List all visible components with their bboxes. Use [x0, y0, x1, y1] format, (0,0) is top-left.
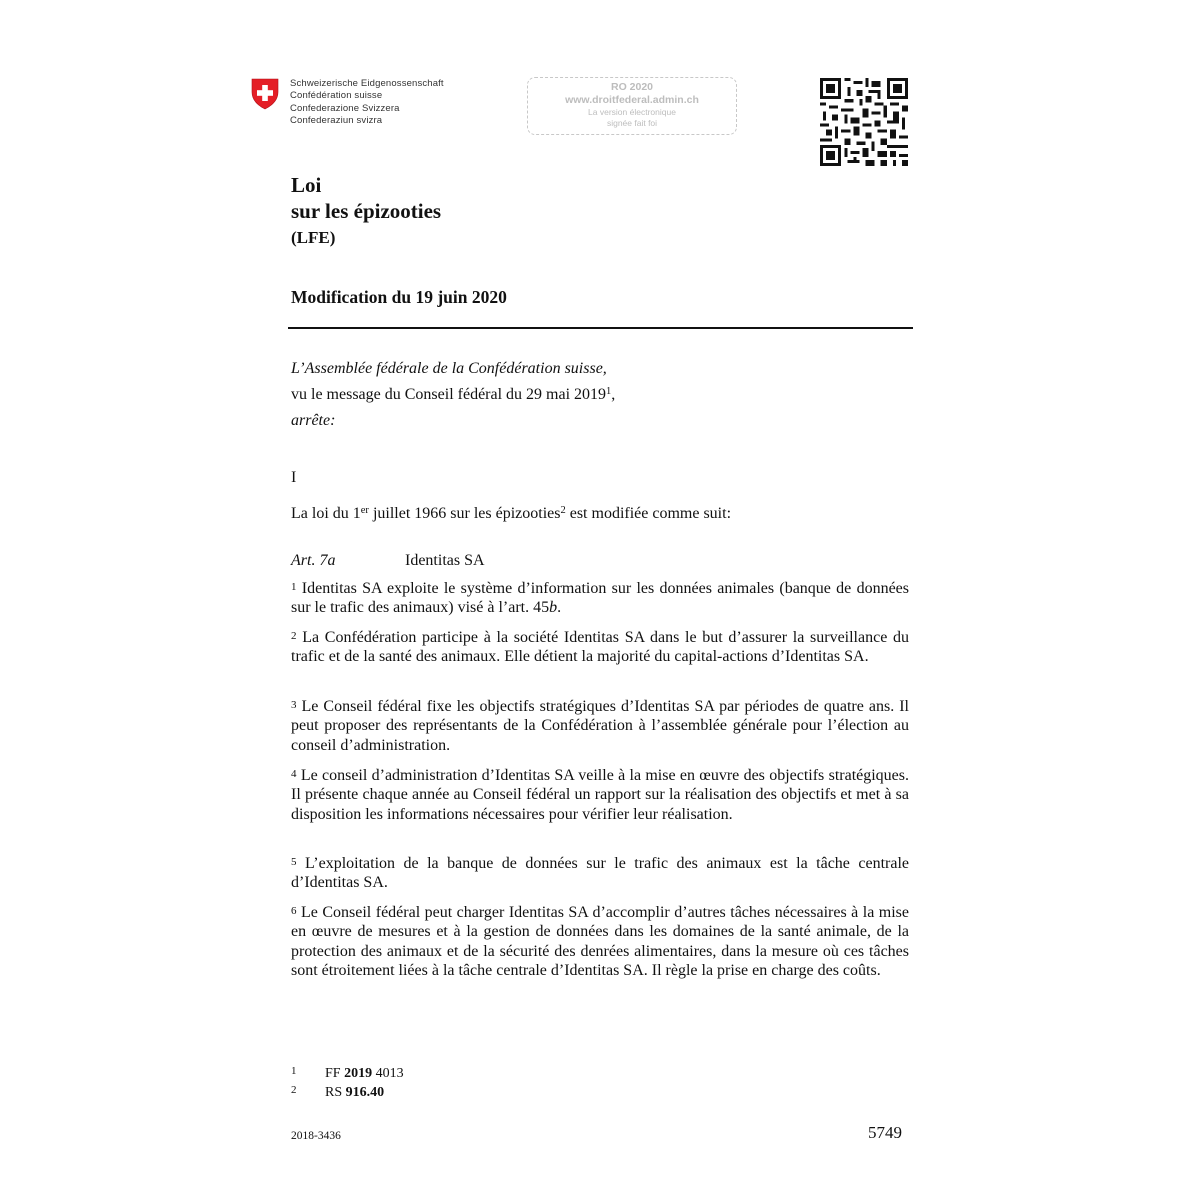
article-number: Art. 7a — [291, 552, 336, 569]
paragraph-text: La Confédération participe à la société Identitas SA dans le but d’assurer la surveillance du trafic et de la santé des animaux. Elle détient la majorité du capital-actions d’Identitas SA. — [291, 629, 910, 666]
footnote-1 — [291, 1063, 404, 1082]
preamble-assembly: L’Assemblée fédérale de la Confédération suisse, — [291, 360, 607, 377]
page-number: 5749 — [868, 1123, 902, 1142]
law-title — [291, 172, 441, 252]
footnote-prefix: FF — [325, 1066, 345, 1081]
paragraph-number: 1 — [291, 581, 297, 593]
footnote-2 — [291, 1082, 404, 1101]
footnote-ref-1[interactable]: 1 — [606, 386, 612, 397]
footnote-prefix: RS — [325, 1085, 346, 1100]
swiss-coat-of-arms-icon — [251, 78, 279, 110]
confederation-names — [290, 78, 444, 127]
section-numeral: I — [291, 469, 297, 486]
document-reference: 2018-3436 — [291, 1130, 341, 1142]
article-paragraph-4 — [291, 766, 909, 824]
confederation-line-fr: Confédération suisse — [290, 90, 383, 102]
paragraph-number: 6 — [291, 905, 297, 917]
article-paragraph-5 — [291, 854, 909, 893]
preamble-decree: arrête: — [291, 412, 336, 429]
footnote-year: 2019 — [344, 1066, 373, 1081]
preamble-message-text: vu le message du Conseil fédéral du 29 mai 2019 — [291, 386, 607, 403]
paragraph-number: 5 — [291, 856, 297, 868]
preamble-message — [291, 385, 615, 405]
paragraph-text: Le conseil d’administration d’Identitas SA veille à la mise en œuvre des objectifs stratégiques. Il présente chaque année au Conseil fédéral un rapport sur la réalisation des objectifs et met à sa disposition les informations nécessaires pour vérifier leur réalisation. — [291, 767, 910, 823]
paragraph-tail: . — [557, 599, 562, 617]
article-paragraph-3 — [291, 697, 909, 755]
preamble-message-end: , — [611, 386, 616, 403]
article-paragraph-6 — [291, 903, 909, 980]
section-intro-a: La loi du 1 — [291, 505, 361, 522]
footnote-number: 1 — [291, 1065, 297, 1077]
ro-stamp — [527, 77, 737, 135]
footnotes — [291, 1063, 404, 1101]
footnote-suffix: 4013 — [372, 1066, 404, 1081]
section-intro-c: est modifiée comme suit: — [565, 505, 732, 522]
paragraph-emphasis: b — [549, 599, 558, 617]
confederation-line-de: Schweizerische Eidgenossenschaft — [290, 78, 444, 89]
confederation-line-rm: Confederaziun svizra — [290, 114, 383, 126]
modification-date: Modification du 19 juin 2020 — [291, 287, 507, 307]
paragraph-text: Le Conseil fédéral fixe les objectifs stratégiques d’Identitas SA par périodes de quatre ans. Il peut proposer des représentants de la Confédération à l’assemblée générale pour l’élection au conseil d’administration. — [291, 698, 910, 754]
title-line-1: Loi — [291, 173, 322, 197]
paragraph-text: Identitas SA exploite le système d’information sur les données animales (banque de données sur le trafic des animaux) visé à l’art. 45 — [291, 580, 909, 617]
section-intro-b: juillet 1966 sur les épizooties — [368, 505, 561, 522]
title-line-2: sur les épizooties — [291, 199, 442, 223]
stamp-website[interactable]: www.droitfederal.admin.ch — [565, 94, 699, 106]
stamp-note-1: La version électronique — [588, 107, 676, 117]
paragraph-number: 3 — [291, 699, 297, 711]
stamp-note-2: signée fait foi — [606, 118, 658, 128]
paragraph-text: Le Conseil fédéral peut charger Identitas SA d’accomplir d’autres tâches nécessaires à la mise en œuvre de mesures et à la gestion de données dans les domaines de la santé animale, de la protection des animaux et de la sécurité des denrées alimentaires, dans la mesure où ces tâches sont étroitement liées à la tâche centrale d’Identitas SA. Il règle la prise en charge des coûts. — [291, 904, 910, 979]
footnote-rs-number: 916.40 — [345, 1085, 385, 1100]
qr-code-icon[interactable] — [820, 78, 908, 166]
paragraph-text: L’exploitation de la banque de données sur le trafic des animaux est la tâche centrale d’Identitas SA. — [291, 855, 910, 892]
section-intro-ordinal: er — [360, 505, 369, 516]
title-divider — [288, 327, 913, 329]
confederation-line-it: Confederazione Svizzera — [290, 102, 400, 114]
stamp-ro-number: RO 2020 — [610, 81, 654, 93]
article-heading: Identitas SA — [405, 552, 485, 569]
paragraph-number: 4 — [291, 768, 297, 780]
title-abbreviation: (LFE) — [291, 228, 336, 247]
footnote-ref-2[interactable]: 2 — [560, 505, 566, 516]
article-paragraph-2 — [291, 628, 909, 667]
section-intro — [291, 504, 731, 524]
paragraph-number: 2 — [291, 630, 297, 642]
article-paragraph-1 — [291, 579, 909, 618]
footnote-number: 2 — [291, 1084, 297, 1096]
